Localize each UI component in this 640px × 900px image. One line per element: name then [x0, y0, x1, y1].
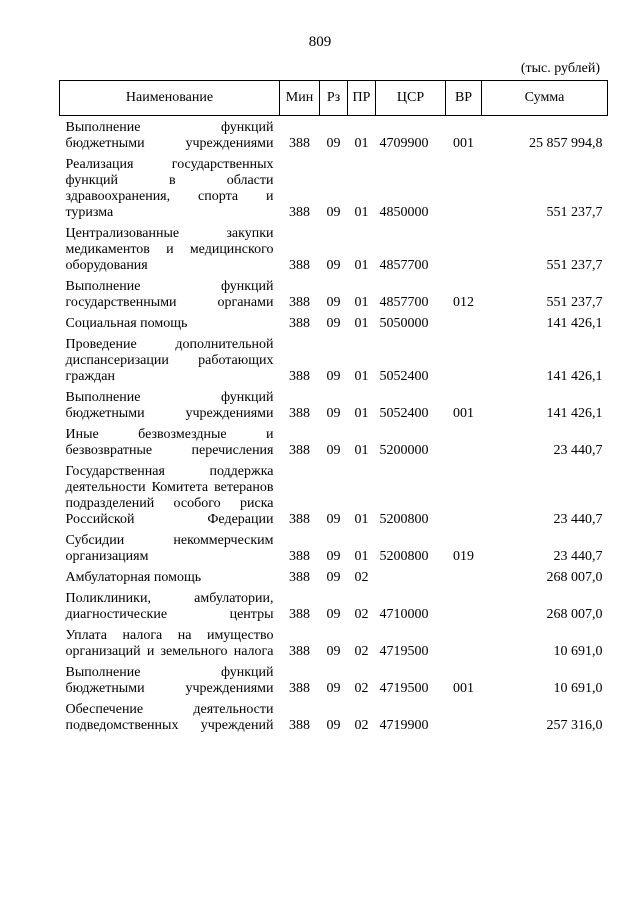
table-row	[60, 221, 608, 274]
row-min: 388	[289, 406, 310, 421]
table-row	[60, 459, 608, 528]
table-row	[60, 116, 608, 153]
row-pr: 01	[354, 258, 369, 273]
row-pr: 02	[354, 570, 369, 585]
row-sum: 10 691,0	[553, 644, 603, 659]
row-rz: 09	[326, 718, 341, 733]
row-vr: 001	[453, 136, 474, 151]
row-min: 388	[289, 258, 310, 273]
row-rz: 09	[326, 295, 341, 310]
row-name: Поликлиники, амбулатории, диагностические центры	[65, 591, 274, 622]
row-vr	[446, 623, 482, 660]
header-csr: ЦСР	[376, 81, 446, 116]
row-name: Субсидии некоммерческим организациям	[65, 533, 274, 564]
row-rz: 09	[326, 205, 341, 220]
row-rz: 09	[326, 681, 341, 696]
row-rz: 09	[326, 607, 341, 622]
row-min: 388	[289, 369, 310, 384]
row-min: 388	[289, 718, 310, 733]
row-min: 388	[289, 205, 310, 220]
row-rz: 09	[326, 549, 341, 564]
row-pr: 01	[354, 316, 369, 331]
row-pr: 02	[354, 644, 369, 659]
row-sum: 141 426,1	[546, 406, 603, 421]
row-vr	[446, 565, 482, 586]
row-csr: 4719500	[379, 644, 429, 659]
page-number: 809	[308, 34, 332, 50]
row-vr: 001	[453, 406, 474, 421]
row-pr: 01	[354, 443, 369, 458]
row-sum: 268 007,0	[546, 607, 603, 622]
row-rz: 09	[326, 369, 341, 384]
row-pr: 01	[354, 549, 369, 564]
row-pr: 02	[354, 607, 369, 622]
row-vr	[446, 697, 482, 734]
row-sum: 23 440,7	[553, 443, 603, 458]
header-name: Наименование	[60, 81, 280, 116]
row-name: Социальная помощь	[65, 316, 188, 331]
row-name: Выполнение функций бюджетными учреждениями	[65, 390, 274, 421]
table-row	[60, 152, 608, 221]
row-min: 388	[289, 295, 310, 310]
row-rz: 09	[326, 570, 341, 585]
row-min: 388	[289, 644, 310, 659]
row-name: Обеспечение деятельности подведомственных учреждений	[65, 702, 274, 733]
row-rz: 09	[326, 443, 341, 458]
row-name: Государственная поддержка деятельности Комитета ветеранов подразделений особого риска Российской Федерации	[65, 464, 274, 527]
row-csr: 5200800	[379, 549, 429, 564]
header-sum: Сумма	[482, 81, 608, 116]
row-sum: 551 237,7	[546, 205, 603, 220]
row-pr: 01	[354, 205, 369, 220]
row-vr	[446, 586, 482, 623]
table-row	[60, 311, 608, 332]
row-sum: 268 007,0	[546, 570, 603, 585]
row-min: 388	[289, 512, 310, 527]
table-row	[60, 422, 608, 459]
row-sum: 551 237,7	[546, 258, 603, 273]
row-csr: 5050000	[379, 316, 429, 331]
row-min: 388	[289, 607, 310, 622]
row-name: Амбулаторная помощь	[65, 570, 202, 585]
unit-note: (тыс. рублей)	[520, 61, 600, 76]
row-vr	[446, 311, 482, 332]
row-pr: 01	[354, 369, 369, 384]
row-pr: 01	[354, 295, 369, 310]
row-min: 388	[289, 570, 310, 585]
row-sum: 141 426,1	[546, 316, 603, 331]
row-pr: 02	[354, 718, 369, 733]
row-csr: 4709900	[379, 136, 429, 151]
table-row	[60, 586, 608, 623]
header-vr: ВР	[446, 81, 482, 116]
row-csr: 4719900	[379, 718, 429, 733]
row-vr	[446, 459, 482, 528]
row-min: 388	[289, 549, 310, 564]
budget-table	[59, 80, 608, 734]
table-row	[60, 385, 608, 422]
row-pr: 01	[354, 406, 369, 421]
row-csr: 4857700	[379, 258, 429, 273]
row-sum: 10 691,0	[553, 681, 603, 696]
row-name: Иные безвозмездные и безвозвратные перечисления	[65, 427, 274, 458]
row-csr: 4710000	[379, 607, 429, 622]
row-rz: 09	[326, 136, 341, 151]
row-rz: 09	[326, 512, 341, 527]
row-csr: 4857700	[379, 295, 429, 310]
header-min: Мин	[280, 81, 320, 116]
row-pr: 02	[354, 681, 369, 696]
row-vr: 019	[453, 549, 474, 564]
row-sum: 23 440,7	[553, 549, 603, 564]
table-row	[60, 697, 608, 734]
row-vr	[446, 332, 482, 385]
table-row	[60, 528, 608, 565]
row-csr: 4850000	[379, 205, 429, 220]
table-header-row	[60, 81, 608, 116]
header-pr: ПР	[348, 81, 376, 116]
row-csr: 5200000	[379, 443, 429, 458]
row-name: Уплата налога на имущество организаций и земельного налога	[65, 628, 274, 659]
row-vr	[446, 152, 482, 221]
row-rz: 09	[326, 406, 341, 421]
row-vr	[446, 221, 482, 274]
row-csr: 5052400	[379, 369, 429, 384]
table-row	[60, 623, 608, 660]
row-min: 388	[289, 681, 310, 696]
row-min: 388	[289, 443, 310, 458]
row-rz: 09	[326, 258, 341, 273]
row-sum: 23 440,7	[553, 512, 603, 527]
row-pr: 01	[354, 136, 369, 151]
row-sum: 257 316,0	[546, 718, 603, 733]
row-sum: 25 857 994,8	[529, 136, 603, 151]
row-vr: 012	[453, 295, 474, 310]
row-csr: 5052400	[379, 406, 429, 421]
table-row	[60, 565, 608, 586]
row-sum: 551 237,7	[546, 295, 603, 310]
row-csr: 5200800	[379, 512, 429, 527]
row-name: Централизованные закупки медикаментов и медицинского оборудования	[65, 226, 274, 273]
table-row	[60, 332, 608, 385]
header-rz: Рз	[320, 81, 348, 116]
table-row	[60, 660, 608, 697]
table-row	[60, 274, 608, 311]
row-sum: 141 426,1	[546, 369, 603, 384]
row-rz: 09	[326, 316, 341, 331]
row-name: Выполнение функций государственными органами	[65, 279, 274, 310]
row-csr: 4719500	[379, 681, 429, 696]
row-vr: 001	[453, 681, 474, 696]
row-name: Проведение дополнительной диспансеризации работающих граждан	[65, 337, 274, 384]
row-rz: 09	[326, 644, 341, 659]
row-csr	[376, 565, 446, 586]
row-pr: 01	[354, 512, 369, 527]
row-min: 388	[289, 136, 310, 151]
row-min: 388	[289, 316, 310, 331]
row-name: Выполнение функций бюджетными учреждениями	[65, 120, 274, 151]
row-name: Реализация государственных функций в области здравоохранения, спорта и туризма	[65, 157, 274, 220]
row-name: Выполнение функций бюджетными учреждениями	[65, 665, 274, 696]
row-vr	[446, 422, 482, 459]
